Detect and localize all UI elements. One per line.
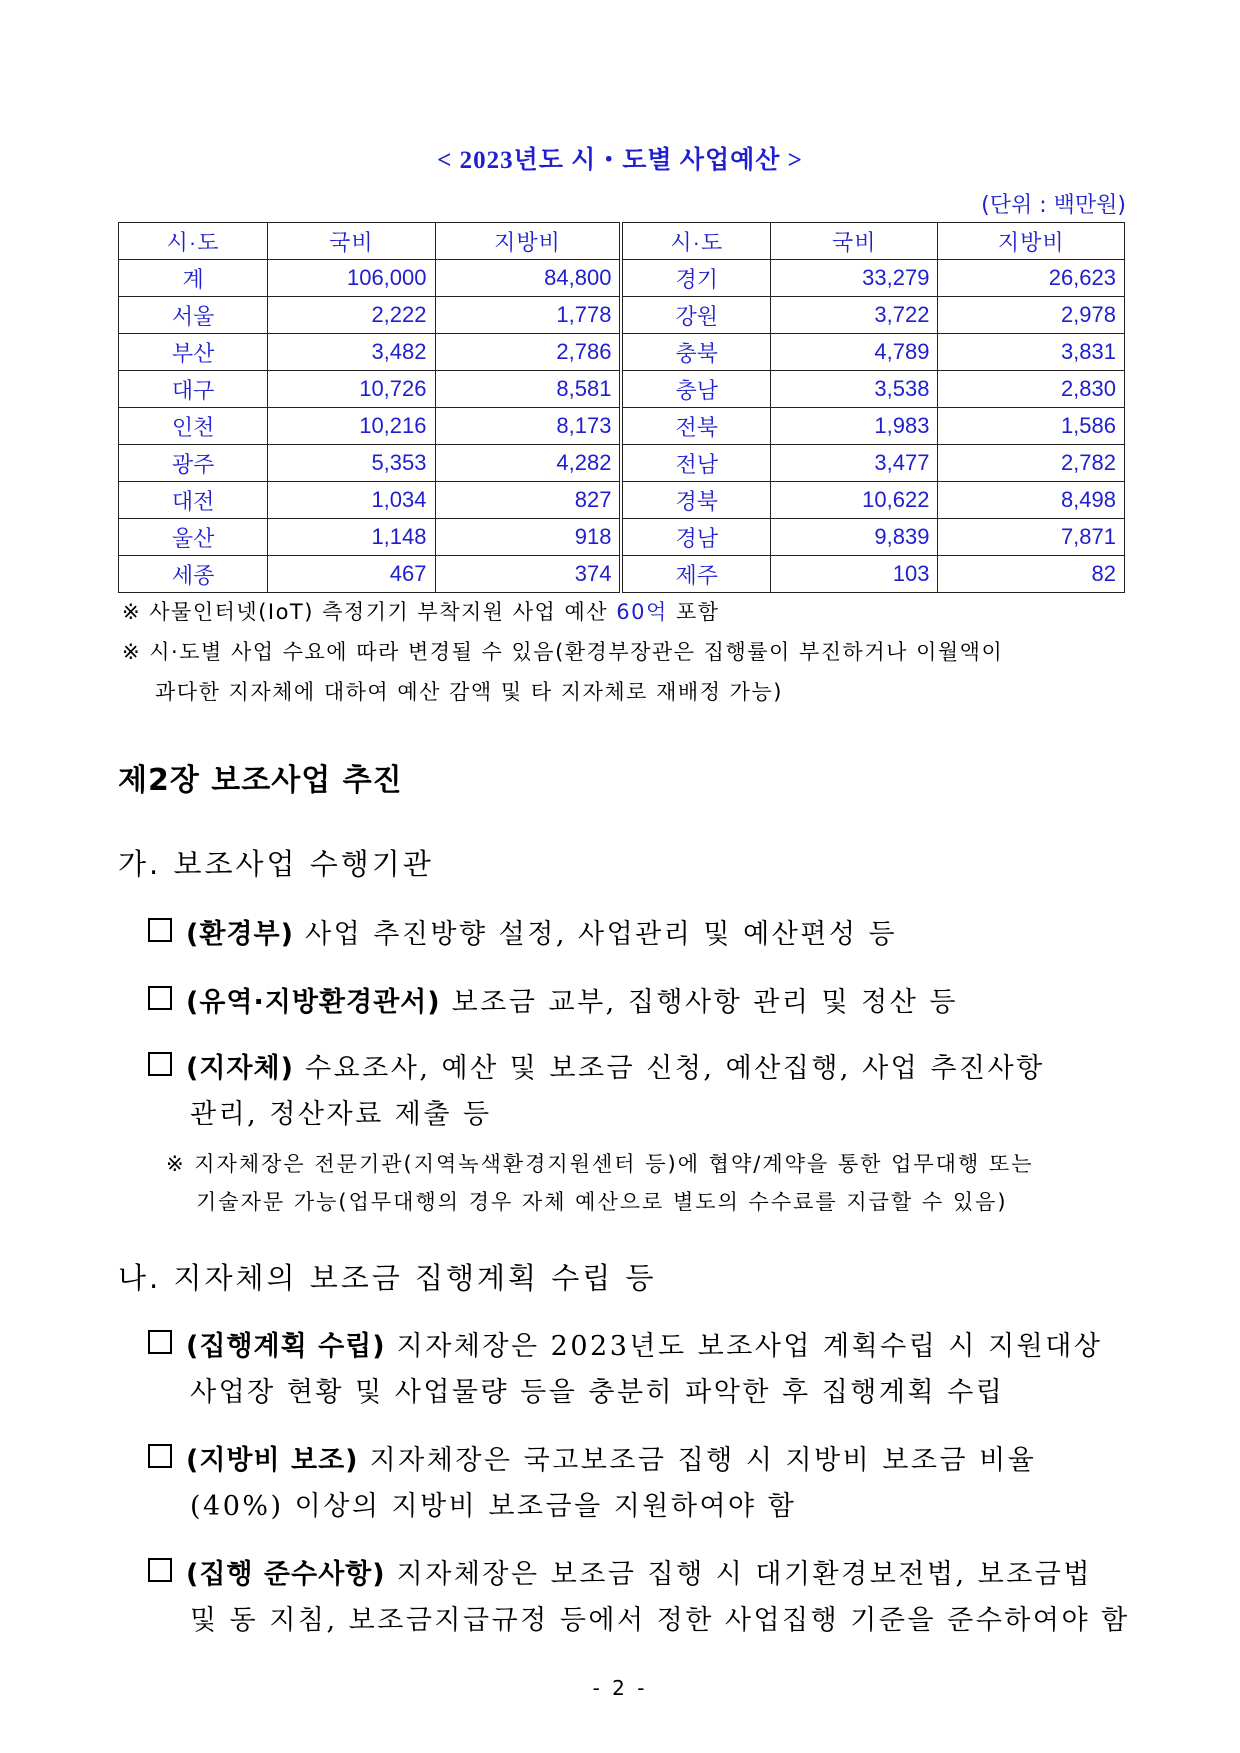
national-budget-cell: 5,353 — [268, 445, 435, 482]
header-cell: 국비 — [771, 223, 938, 260]
item-label: (지방비 보조) — [186, 1445, 359, 1476]
note-highlight: 60억 — [616, 600, 668, 624]
table-row — [119, 482, 1125, 519]
checkbox-icon — [148, 1330, 172, 1354]
national-budget-cell: 3,722 — [771, 297, 938, 334]
local-budget-cell: 8,581 — [435, 371, 621, 408]
table-row — [119, 445, 1125, 482]
header-cell: 시·도 — [119, 223, 268, 260]
region-cell: 경북 — [621, 482, 770, 519]
section-title-a: 가. 보조사업 수행기관 — [118, 847, 434, 881]
region-cell: 세종 — [119, 556, 268, 593]
item-label: (집행 준수사항) — [186, 1559, 386, 1590]
region-cell: 제주 — [621, 556, 770, 593]
table-row — [119, 519, 1125, 556]
national-budget-cell: 1,034 — [268, 482, 435, 519]
header-cell: 지방비 — [938, 223, 1125, 260]
local-budget-cell: 2,786 — [435, 334, 621, 371]
item-b1 — [148, 1324, 1102, 1363]
table-header-row — [119, 223, 1125, 260]
national-budget-cell: 1,983 — [771, 408, 938, 445]
region-cell: 전북 — [621, 408, 770, 445]
agency-note: ※ 지자체장은 전문기관(지역녹색환경지원센터 등)에 협약/계약을 통한 업무대행 또는 — [166, 1152, 1034, 1176]
local-budget-cell: 3,831 — [938, 334, 1125, 371]
region-cell: 울산 — [119, 519, 268, 556]
region-cell: 서울 — [119, 297, 268, 334]
national-budget-cell: 103 — [771, 556, 938, 593]
item-a1 — [148, 912, 897, 951]
local-budget-cell: 4,282 — [435, 445, 621, 482]
national-budget-cell: 9,839 — [771, 519, 938, 556]
national-budget-cell: 3,538 — [771, 371, 938, 408]
note-text: ※ 사물인터넷(IoT) 측정기기 부착지원 사업 예산 — [122, 600, 617, 624]
item-b3-continued: 및 동 지침, 보조금지급규정 등에서 정한 사업집행 기준을 준수하여야 함 — [190, 1605, 1130, 1636]
item-text: 지자체장은 국고보조금 집행 시 지방비 보조금 비율 — [358, 1445, 1037, 1476]
region-cell: 경남 — [621, 519, 770, 556]
item-b2 — [148, 1438, 1036, 1477]
region-cell: 부산 — [119, 334, 268, 371]
note-text: 포함 — [667, 600, 720, 624]
national-budget-cell: 10,216 — [268, 408, 435, 445]
region-cell: 인천 — [119, 408, 268, 445]
item-a3 — [148, 1046, 1045, 1085]
national-budget-cell: 4,789 — [771, 334, 938, 371]
table-row — [119, 371, 1125, 408]
local-budget-cell: 1,586 — [938, 408, 1125, 445]
local-budget-cell: 84,800 — [435, 260, 621, 297]
national-budget-cell: 3,482 — [268, 334, 435, 371]
budget-table — [118, 222, 1125, 593]
table-note-2: ※ 시·도별 사업 수요에 따라 변경될 수 있음(환경부장관은 집행률이 부진하거나 이월액이 — [122, 640, 1004, 664]
local-budget-cell: 1,778 — [435, 297, 621, 334]
table-caption: < 2023년도 시・도별 사업예산 > — [437, 147, 803, 174]
item-b1-continued: 사업장 현황 및 사업물량 등을 충분히 파악한 후 집행계획 수립 — [190, 1377, 1005, 1408]
national-budget-cell: 33,279 — [771, 260, 938, 297]
local-budget-cell: 7,871 — [938, 519, 1125, 556]
local-budget-cell: 82 — [938, 556, 1125, 593]
item-label: (유역·지방환경관서) — [186, 987, 441, 1018]
item-b3 — [148, 1552, 1092, 1591]
item-text: 사업 추진방향 설정, 사업관리 및 예산편성 등 — [293, 919, 898, 950]
table-row — [119, 260, 1125, 297]
page-number: - 2 - — [592, 1676, 648, 1700]
table-row — [119, 297, 1125, 334]
region-cell: 충북 — [621, 334, 770, 371]
region-cell: 강원 — [621, 297, 770, 334]
national-budget-cell: 3,477 — [771, 445, 938, 482]
item-label: (환경부) — [186, 919, 294, 950]
section-title-b: 나. 지자체의 보조금 집행계획 수립 등 — [118, 1261, 657, 1295]
local-budget-cell: 8,498 — [938, 482, 1125, 519]
region-cell: 대구 — [119, 371, 268, 408]
checkbox-icon — [148, 1558, 172, 1582]
checkbox-icon — [148, 986, 172, 1010]
region-cell: 대전 — [119, 482, 268, 519]
national-budget-cell: 467 — [268, 556, 435, 593]
table-unit-label: (단위 : 백만원) — [981, 193, 1126, 218]
item-text: 지자체장은 2023년도 보조사업 계획수립 시 지원대상 — [385, 1331, 1103, 1362]
national-budget-cell: 2,222 — [268, 297, 435, 334]
local-budget-cell: 26,623 — [938, 260, 1125, 297]
table-row — [119, 556, 1125, 593]
table-note-1 — [122, 596, 720, 626]
item-a3-continued: 관리, 정산자료 제출 등 — [190, 1099, 492, 1130]
local-budget-cell: 918 — [435, 519, 621, 556]
national-budget-cell: 1,148 — [268, 519, 435, 556]
item-b2-continued: (40%) 이상의 지방비 보조금을 지원하여야 함 — [190, 1491, 797, 1522]
region-cell: 전남 — [621, 445, 770, 482]
item-a2 — [148, 980, 958, 1019]
region-cell: 충남 — [621, 371, 770, 408]
table-row — [119, 334, 1125, 371]
region-cell: 계 — [119, 260, 268, 297]
checkbox-icon — [148, 1444, 172, 1468]
item-text: 보조금 교부, 집행사항 관리 및 정산 등 — [440, 987, 958, 1018]
checkbox-icon — [148, 1052, 172, 1076]
header-cell: 국비 — [268, 223, 435, 260]
item-label: (지자체) — [186, 1053, 294, 1084]
local-budget-cell: 8,173 — [435, 408, 621, 445]
header-cell: 지방비 — [435, 223, 621, 260]
national-budget-cell: 106,000 — [268, 260, 435, 297]
table-row — [119, 408, 1125, 445]
agency-note-continued: 기술자문 가능(업무대행의 경우 자체 예산으로 별도의 수수료를 지급할 수 있음) — [196, 1190, 1008, 1214]
item-text: 수요조사, 예산 및 보조금 신청, 예산집행, 사업 추진사항 — [293, 1053, 1045, 1084]
header-cell: 시·도 — [621, 223, 770, 260]
item-label: (집행계획 수립) — [186, 1331, 386, 1362]
local-budget-cell: 2,830 — [938, 371, 1125, 408]
chapter-title: 제2장 보조사업 추진 — [118, 763, 403, 798]
region-cell: 광주 — [119, 445, 268, 482]
local-budget-cell: 2,782 — [938, 445, 1125, 482]
national-budget-cell: 10,726 — [268, 371, 435, 408]
region-cell: 경기 — [621, 260, 770, 297]
local-budget-cell: 374 — [435, 556, 621, 593]
national-budget-cell: 10,622 — [771, 482, 938, 519]
local-budget-cell: 827 — [435, 482, 621, 519]
item-text: 지자체장은 보조금 집행 시 대기환경보전법, 보조금법 — [385, 1559, 1092, 1590]
local-budget-cell: 2,978 — [938, 297, 1125, 334]
table-note-2-continued: 과다한 지자체에 대하여 예산 감액 및 타 지자체로 재배정 가능) — [155, 680, 783, 704]
checkbox-icon — [148, 918, 172, 942]
